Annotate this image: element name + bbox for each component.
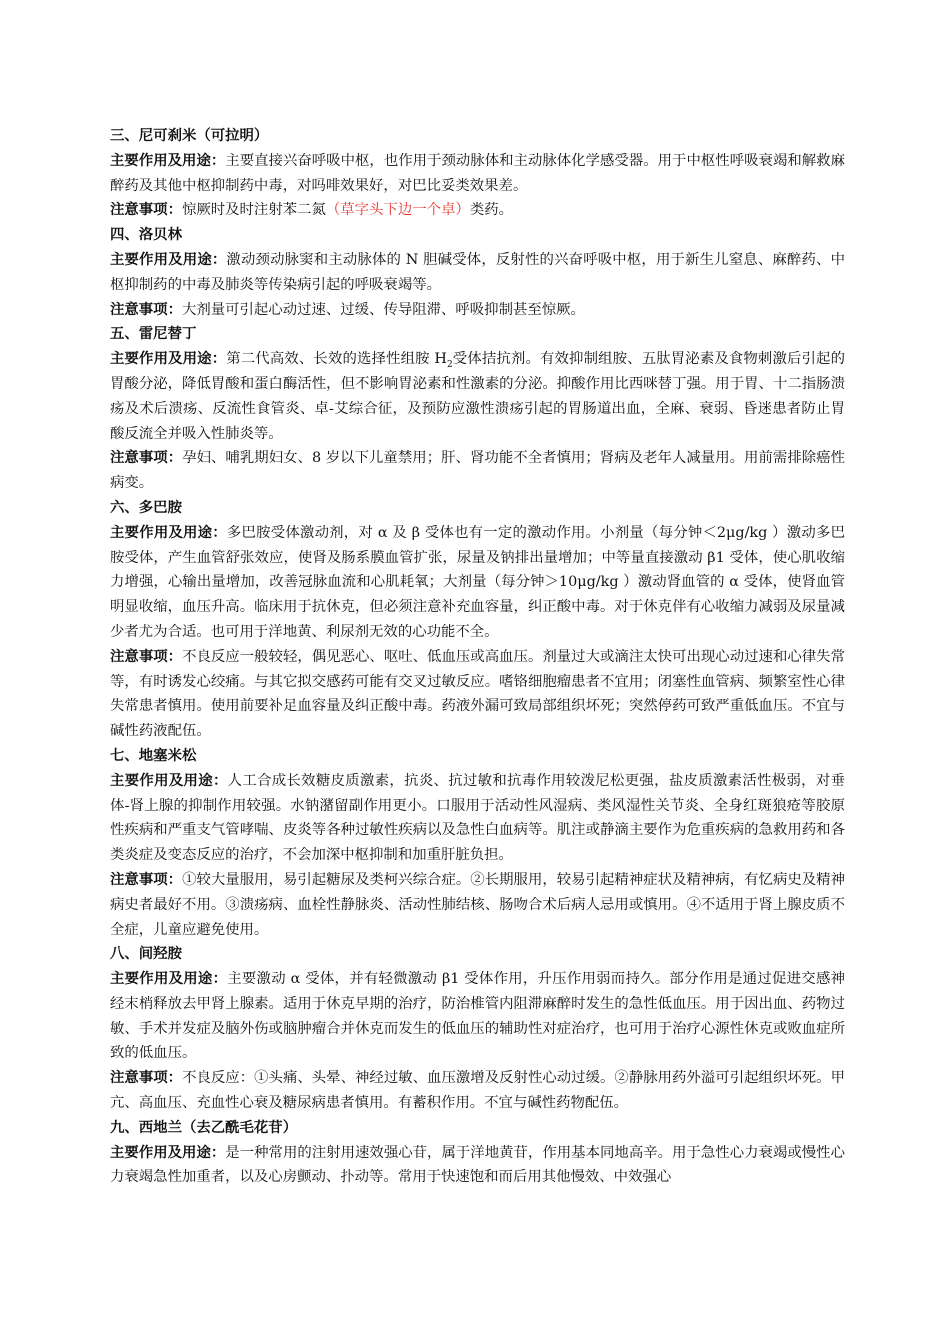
note-text: 大剂量可引起心动过速、过缓、传导阻滞、呼吸抑制甚至惊厥。 bbox=[181, 301, 585, 318]
usage-subscript: 2 bbox=[446, 360, 453, 371]
section-title-nikethamide: 三、尼可刹米（可拉明） bbox=[110, 128, 269, 144]
usage-paragraph-dopamine bbox=[110, 521, 845, 645]
usage-label: 主要作用及用途： bbox=[110, 1144, 226, 1161]
note-text: ①较大量服用，易引起糖尿及类柯兴综合症。②长期服用，较易引起精神症状及精神病，有忆病史及精神病史者最好不用。③溃疡病、血栓性静脉炎、活动性肺结核、肠吻合术后病人忌用或慎用。④不适用于肾上腺皮质不全症，儿童应避免使用。 bbox=[110, 871, 845, 938]
usage-paragraph-metaraminol bbox=[110, 967, 845, 1066]
note-annotation-red: （草字头下边一个卓） bbox=[325, 202, 470, 219]
note-text: 不良反应一般较轻，偶见恶心、呕吐、低血压或高血压。剂量过大或滴注太快可出现心动过速和心律失常等，有时诱发心绞痛。与其它拟交感药可能有交叉过敏反应。嗜铬细胞瘤患者不宜用；闭塞性血管病、频繁室性心律失常患者慎用。使用前要补足血容量及纠正酸中毒。药液外漏可致局部组织坏死；突然停药可致严重低血压。不宜与碱性药液配伍。 bbox=[110, 648, 845, 740]
usage-paragraph-dexamethasone bbox=[110, 769, 845, 868]
note-text: 孕妇、哺乳期妇女、8 岁以下儿童禁用；肝、肾功能不全者慎用；肾病及老年人减量用。用前需排除癌性病变。 bbox=[110, 450, 845, 492]
section-title-dexamethasone: 七、地塞米松 bbox=[110, 747, 197, 764]
usage-label: 主要作用及用途： bbox=[110, 971, 228, 988]
note-paragraph-ranitidine bbox=[110, 446, 845, 496]
usage-label: 主要作用及用途： bbox=[110, 351, 227, 368]
note-label: 注意事项： bbox=[110, 202, 182, 219]
usage-label: 主要作用及用途： bbox=[110, 251, 227, 268]
usage-text-end: 受体拮抗剂。有效抑制组胺、五肽胃泌素及食物刺激后引起的胃酸分泌，降低胃酸和蛋白酶活性，但不影响胃泌素和性激素的分泌。抑酸作用比西咪替丁强。用于胃、十二指肠溃疡及术后溃疡、反流性食管炎、卓-艾综合征，及预防应激性溃疡引起的胃肠道出血，全麻、衰弱、昏迷患者防止胃酸反流全并吸入性肺炎等。 bbox=[110, 351, 845, 442]
usage-text: 人工合成长效糖皮质激素，抗炎、抗过敏和抗毒作用较泼尼松更强，盐皮质激素活性极弱，对垂体-肾上腺的抑制作用较强。水钠潴留副作用更小。口服用于活动性风湿病、类风湿性关节炎、全身红斑狼疮等胶原性疾病和严重支气管哮喘、皮炎等各种过敏性疾病以及急性白血病等。肌注或静滴主要作为危重疾病的急救用药和各类炎症及变态反应的治疗，不会加深中枢抑制和加重肝脏负担。 bbox=[110, 772, 845, 864]
note-paragraph-lobeline bbox=[110, 298, 845, 323]
section-title-metaraminol: 八、间羟胺 bbox=[110, 946, 182, 963]
usage-text: 主要激动 α 受体，并有轻微激动 β1 受体作用，升压作用弱而持久。部分作用是通过促进交感神经末梢释放去甲肾上腺素。适用于休克早期的治疗，防治椎管内阻滞麻醉时发生的急性低血压。用于因出血、药物过敏、手术并发症及脑外伤或脑肿瘤合并休克而发生的低血压的辅助性对症治疗，也可用于治疗心源性休克或败血症所致的低血压。 bbox=[110, 971, 845, 1062]
usage-text: 第二代高效、长效的选择性组胺 H bbox=[226, 351, 447, 368]
note-label: 注意事项： bbox=[110, 871, 183, 888]
note-label: 注意事项： bbox=[110, 301, 182, 318]
section-title-lobeline: 四、洛贝林 bbox=[110, 227, 182, 244]
note-label: 注意事项： bbox=[110, 648, 183, 665]
note-label: 注意事项： bbox=[110, 1070, 183, 1087]
usage-paragraph-nikethamide bbox=[110, 149, 845, 199]
usage-label: 主要作用及用途： bbox=[110, 152, 226, 169]
note-text-end: 类药。 bbox=[469, 202, 513, 219]
usage-label: 主要作用及用途： bbox=[110, 772, 228, 789]
usage-text: 是一种常用的注射用速效强心苷，属于洋地黄苷，作用基本同地高辛。用于急性心力衰竭或慢性心力衰竭急性加重者，以及心房颤动、扑动等。常用于快速饱和而后用其他慢效、中效强心 bbox=[110, 1144, 845, 1186]
usage-paragraph-cedilanid bbox=[110, 1141, 845, 1191]
document-body bbox=[110, 124, 845, 1190]
note-text: 不良反应：①头痛、头晕、神经过敏、血压激增及反射性心动过缓。②静脉用药外溢可引起组织坏死。甲亢、高血压、充血性心衰及糖尿病患者慎用。有蓄积作用。不宜与碱性药物配伍。 bbox=[110, 1070, 845, 1112]
note-paragraph-dopamine bbox=[110, 645, 845, 744]
usage-paragraph-lobeline bbox=[110, 248, 845, 298]
section-title-cedilanid: 九、西地兰（去乙酰毛花苷） bbox=[110, 1119, 298, 1136]
usage-text: 多巴胺受体激动剂，对 α 及 β 受体也有一定的激动作用。小剂量（每分钟＜2μg/kg ）激动多巴胺受体，产生血管舒张效应，使肾及肠系膜血管扩张，尿量及钠排出量增加；中等量直接激动 β1 受体，使心肌收缩力增强，心输出量增加，改善冠脉血流和心肌耗氧；大剂量（每分钟＞10μg/kg ）激动肾血管的 α 受体，使肾血管明显收缩，血压升高。临床用于抗休克，但必须注意补充血容量，纠正酸中毒。对于休克伴有心收缩力减弱及尿量减少者尤为合适。也可用于洋地黄、利尿剂无效的心功能不全。 bbox=[110, 524, 845, 640]
note-label: 注意事项： bbox=[110, 450, 183, 467]
section-title-ranitidine: 五、雷尼替丁 bbox=[110, 326, 197, 343]
usage-label: 主要作用及用途： bbox=[110, 524, 227, 541]
section-title-dopamine: 六、多巴胺 bbox=[110, 499, 182, 516]
note-paragraph-nikethamide bbox=[110, 198, 845, 223]
usage-paragraph-ranitidine bbox=[110, 347, 845, 446]
usage-text: 主要直接兴奋呼吸中枢，也作用于颈动脉体和主动脉体化学感受器。用于中枢性呼吸衰竭和解救麻醉药及其他中枢抑制药中毒，对吗啡效果好，对巴比妥类效果差。 bbox=[110, 152, 845, 194]
usage-text: 激动颈动脉窦和主动脉体的 N 胆碱受体，反射性的兴奋呼吸中枢，用于新生儿窒息、麻醉药、中枢抑制药的中毒及肺炎等传染病引起的呼吸衰竭等。 bbox=[110, 251, 845, 293]
note-text: 惊厥时及时注射苯二氮 bbox=[181, 202, 326, 219]
note-paragraph-metaraminol bbox=[110, 1066, 845, 1116]
note-paragraph-dexamethasone bbox=[110, 868, 845, 942]
